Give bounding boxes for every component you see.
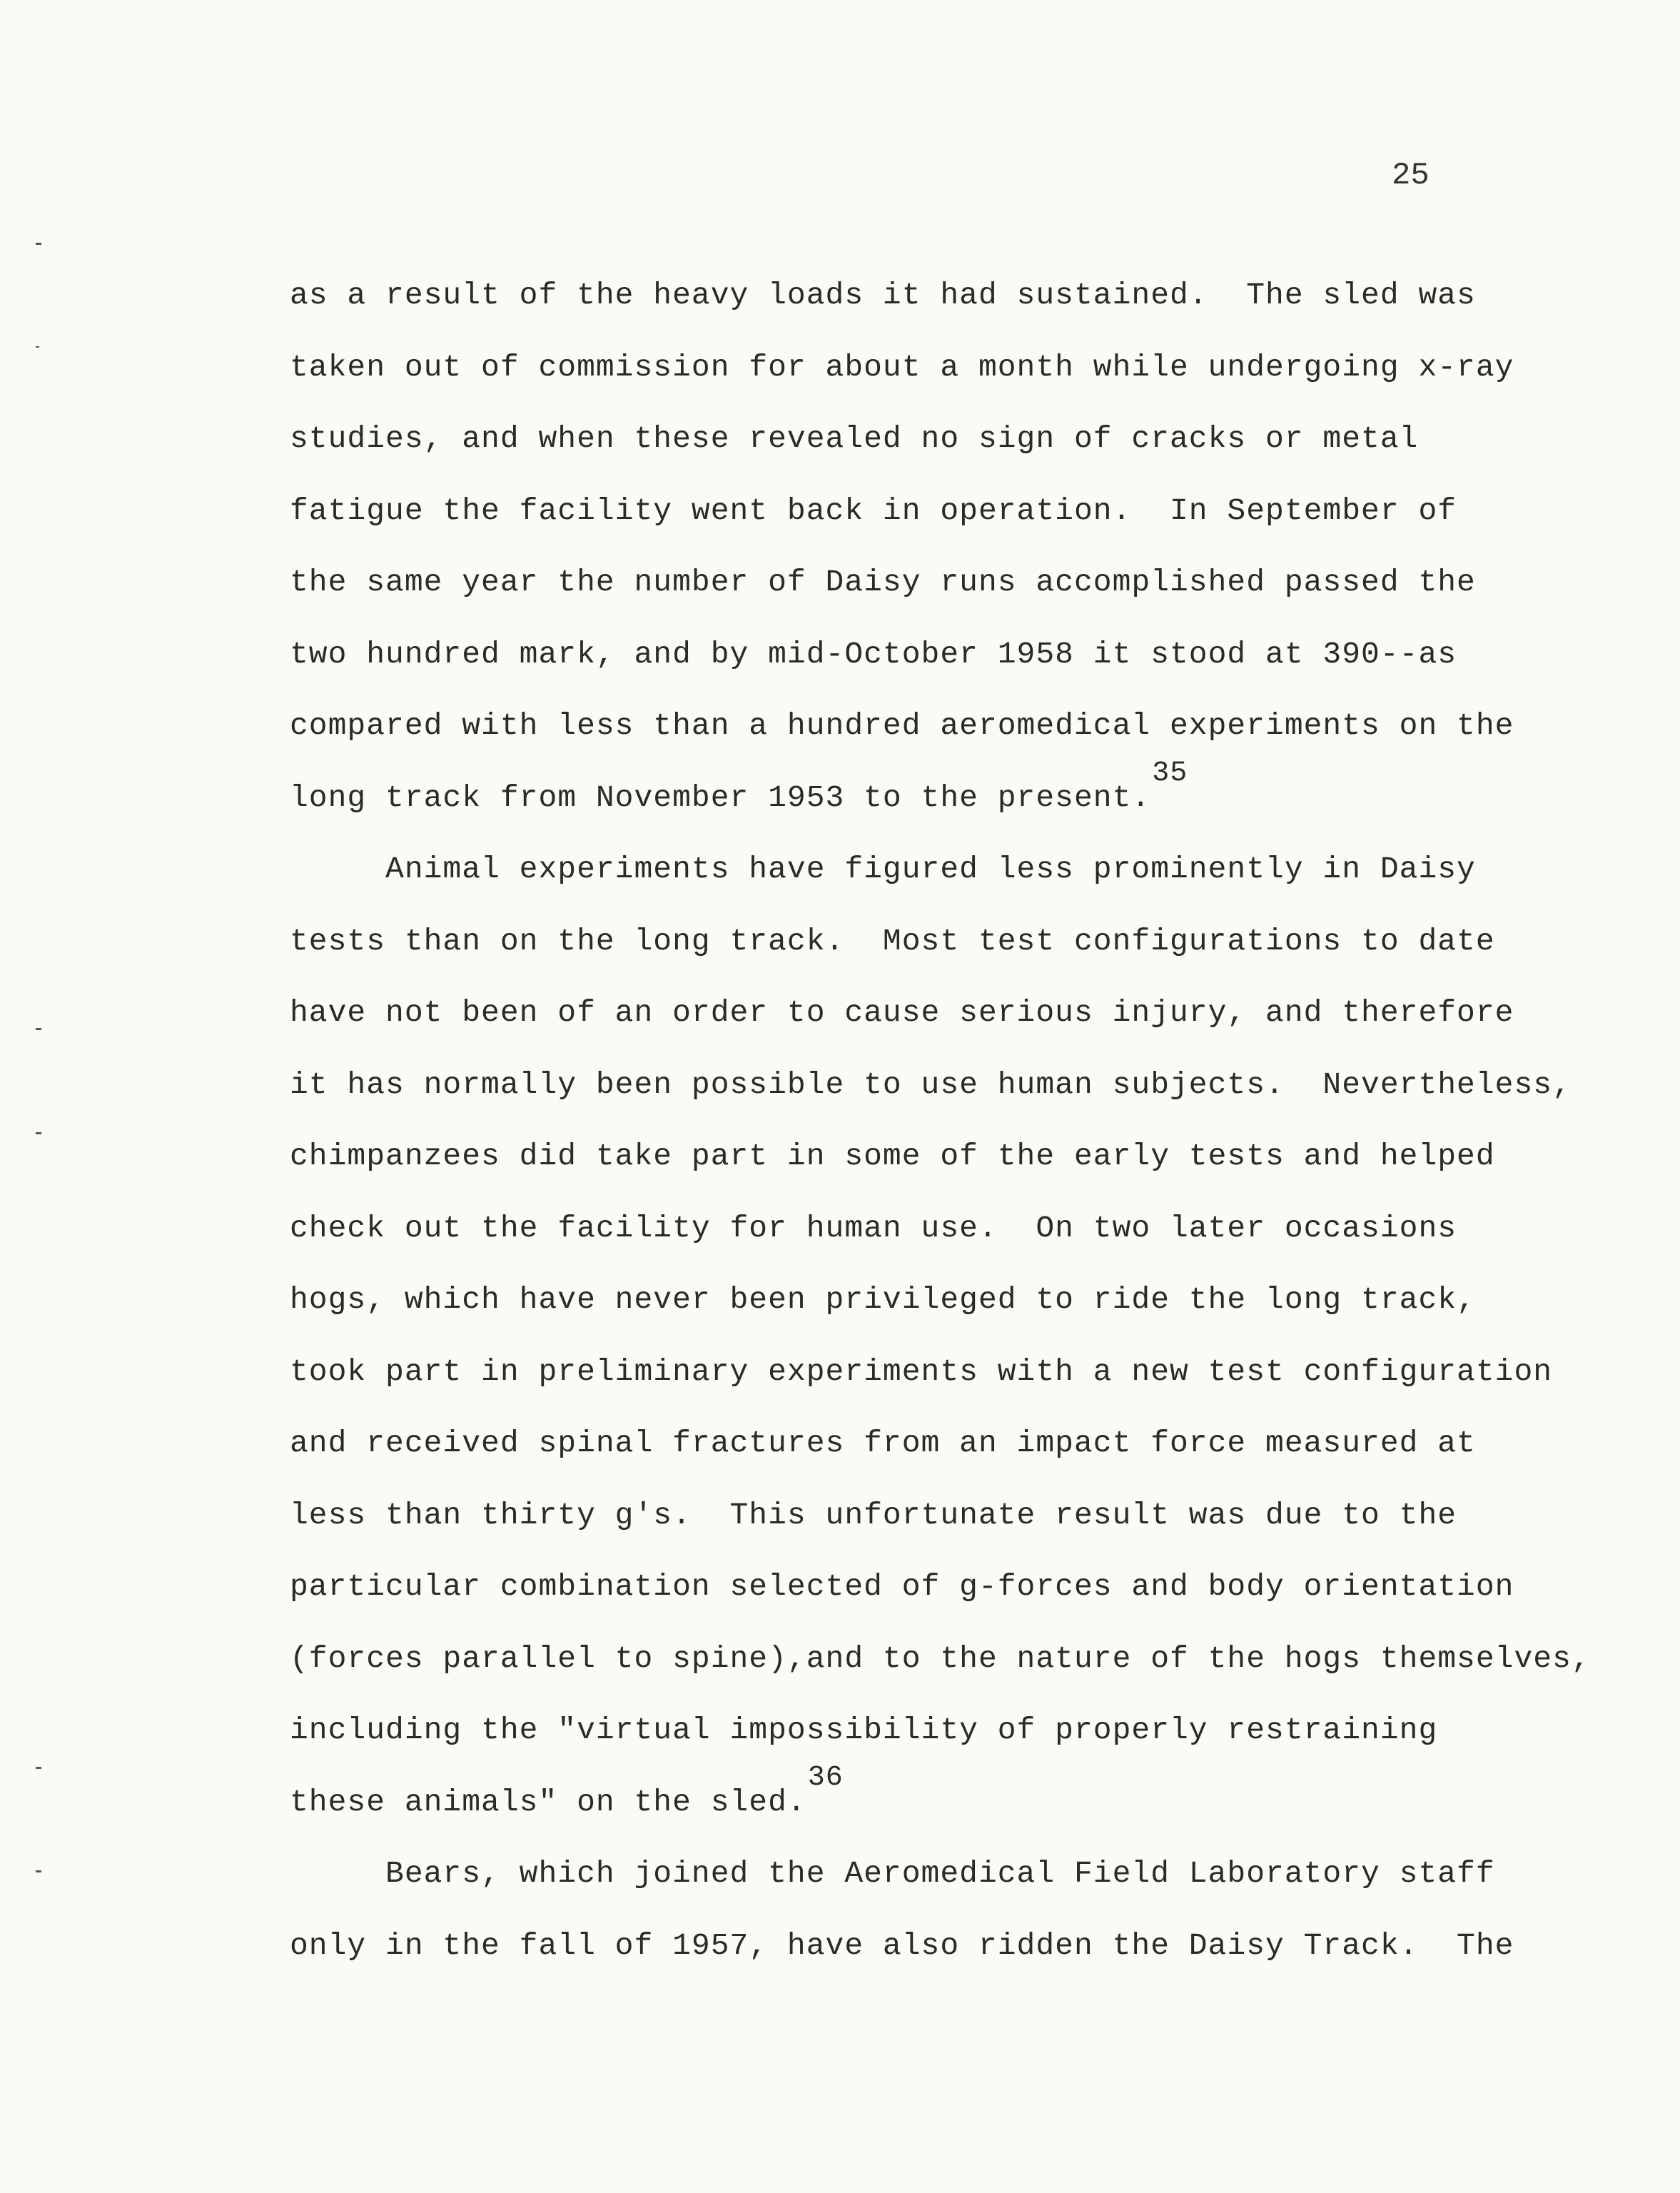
text-line: long track from November 1953 to the present.35: [290, 757, 1188, 815]
text-line: studies, and when these revealed no sign of cracks or metal: [290, 421, 1419, 456]
text-line: hogs, which have never been privileged to ride the long track,: [290, 1282, 1476, 1317]
margin-mark: [36, 1767, 41, 1769]
text-line: it has normally been possible to use human subjects. Nevertheless,: [290, 1067, 1572, 1102]
footnote-marker: 35: [1152, 757, 1188, 790]
text-line: two hundred mark, and by mid-October 1958 it stood at 390--as: [290, 637, 1457, 672]
text-line: and received spinal fractures from an impact force measured at: [290, 1426, 1476, 1461]
text-line: particular combination selected of g-forces and body orientation: [290, 1569, 1514, 1604]
text-line: (forces parallel to spine),and to the nature of the hogs themselves,: [290, 1641, 1591, 1676]
margin-mark: [36, 1028, 41, 1030]
text-line: compared with less than a hundred aeromedical experiments on the: [290, 708, 1514, 743]
footnote-marker: 36: [807, 1762, 844, 1794]
text-line: tests than on the long track. Most test configurations to date: [290, 924, 1495, 959]
text-line: Bears, which joined the Aeromedical Field Laboratory staff: [290, 1856, 1495, 1891]
text-line: took part in preliminary experiments with a new test configuration: [290, 1354, 1553, 1389]
margin-mark: [36, 1870, 41, 1872]
text-line: check out the facility for human use. On two later occasions: [290, 1211, 1457, 1246]
text-line: only in the fall of 1957, have also ridden the Daisy Track. The: [290, 1928, 1514, 1963]
margin-mark: [36, 243, 41, 245]
text-line: fatigue the facility went back in operation. In September of: [290, 493, 1457, 528]
text-line: as a result of the heavy loads it had sustained. The sled was: [290, 278, 1476, 313]
margin-mark: [36, 346, 39, 348]
text-line: have not been of an order to cause serious injury, and therefore: [290, 995, 1514, 1030]
text-line: these animals" on the sled.36: [290, 1762, 844, 1820]
text-line: chimpanzees did take part in some of the early tests and helped: [290, 1139, 1495, 1174]
text-line: taken out of commission for about a month while undergoing x-ray: [290, 350, 1514, 385]
text-line: Animal experiments have figured less prominently in Daisy: [290, 852, 1476, 887]
text-line: less than thirty g's. This unfortunate result was due to the: [290, 1498, 1457, 1533]
page-number: 25: [1392, 158, 1429, 193]
text-line: including the "virtual impossibility of properly restraining: [290, 1713, 1438, 1748]
text-line: the same year the number of Daisy runs accomplished passed the: [290, 565, 1476, 600]
margin-mark: [36, 1132, 41, 1134]
